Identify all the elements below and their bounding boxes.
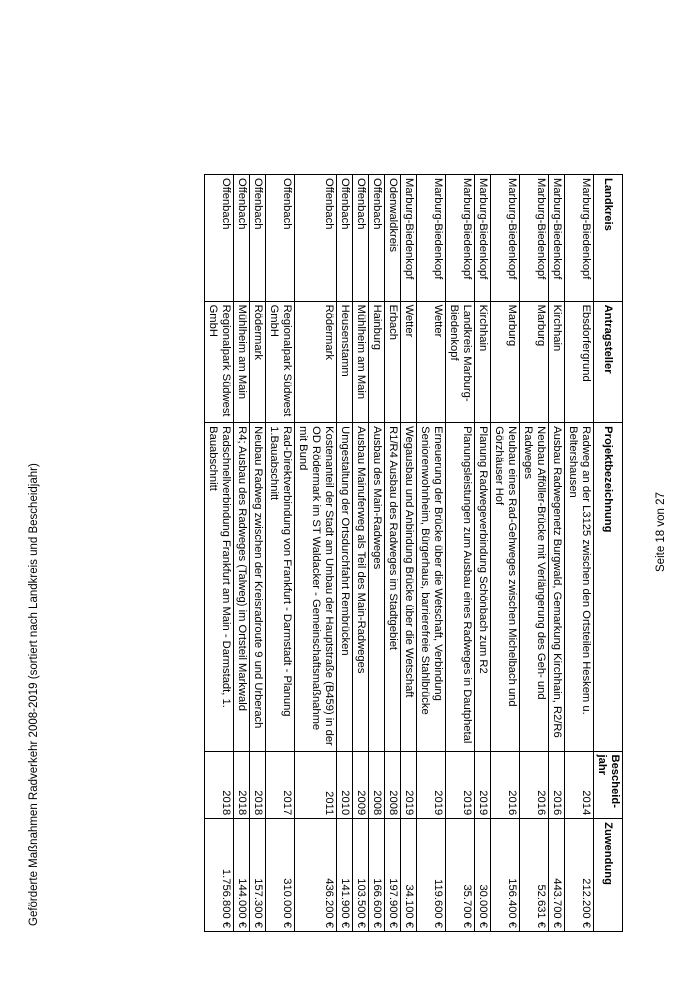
cell-projektbezeichnung: Ausbau Radwegenetz Burgwald, Gemarkung Kirchhain, R2/R6 [549, 423, 565, 751]
cell-projektbezeichnung: Neubau eines Rad-Gehweges zwischen Michelbach und Görzhäuser Hof [491, 423, 520, 751]
cell-bescheidjahr: 2016 [491, 751, 520, 819]
cell-landkreis: Marburg-Biedenkopf [401, 175, 417, 302]
cell-antragsteller: Kirchhain [475, 301, 491, 423]
table-row [549, 175, 565, 932]
cell-landkreis: Offenbach [250, 175, 266, 302]
table-row [295, 175, 337, 932]
cell-projektbezeichnung: R1/R4 Ausbau des Radweges im Stadtgebiet [385, 423, 401, 751]
cell-antragsteller: Rödermark [250, 301, 266, 423]
cell-antragsteller: Marburg [491, 301, 520, 423]
cell-zuwendung: 34.100 € [401, 819, 417, 932]
cell-projektbezeichnung: Umgestaltung der Ortsdurchfahrt Rembrücken [337, 423, 353, 751]
cell-zuwendung: 52.631 € [520, 819, 549, 932]
table-row [369, 175, 385, 932]
header-bescheidjahr: Bescheid- jahr [594, 751, 623, 819]
cell-bescheidjahr: 2019 [417, 751, 446, 819]
cell-antragsteller: Ebsdorfergrund [565, 301, 594, 423]
cell-projektbezeichnung: Rad-Direktverbindung von Frankfurt - Darmstadt - Planung 1.Bauabschnitt [266, 423, 295, 751]
funding-table-container [65, 174, 623, 932]
header-projektbezeichnung: Projektbezeichnung [594, 423, 623, 751]
cell-landkreis: Marburg-Biedenkopf [417, 175, 446, 302]
cell-zuwendung: 166.600 € [369, 819, 385, 932]
cell-projektbezeichnung: Wegausbau und Anbindung Brücke über die Wetschaft [401, 423, 417, 751]
cell-antragsteller: Erbach [385, 301, 401, 423]
cell-landkreis: Offenbach [353, 175, 369, 302]
table-row [337, 175, 353, 932]
cell-bescheidjahr: 2009 [353, 751, 369, 819]
cell-projektbezeichnung: Neubau Afföller-Brücke mit Verlängerung des Geh- und Radweges [520, 423, 549, 751]
cell-zuwendung: 1.756.800 € [205, 819, 234, 932]
cell-antragsteller: Mühlheim am Main [234, 301, 250, 423]
cell-projektbezeichnung: Planung Radwegeverbindung Schönbach zum R2 [475, 423, 491, 751]
cell-antragsteller: Kirchhain [549, 301, 565, 423]
cell-bescheidjahr: 2019 [446, 751, 475, 819]
table-row [475, 175, 491, 932]
cell-antragsteller: Mühlheim am Main [353, 301, 369, 423]
cell-projektbezeichnung: Planungsleistungen zum Ausbau eines Radweges in Dautphetal [446, 423, 475, 751]
table-row [491, 175, 520, 932]
cell-zuwendung: 141.900 € [337, 819, 353, 932]
cell-landkreis: Offenbach [234, 175, 250, 302]
cell-projektbezeichnung: R4; Ausbau des Radweges (Talweg) im Ortsteil Markwald [234, 423, 250, 751]
table-header-row [594, 175, 623, 932]
cell-bescheidjahr: 2008 [369, 751, 385, 819]
header-antragsteller: Antragsteller [594, 301, 623, 423]
cell-landkreis: Offenbach [369, 175, 385, 302]
cell-projektbezeichnung: Radweg an der L3125 zwischen den Ortsteilen Heskem u. Beltershausen [565, 423, 594, 751]
table-row [205, 175, 234, 932]
cell-projektbezeichnung: Neubau Radweg zwischen der Kreisradroute 9 und Urberach [250, 423, 266, 751]
table-row [446, 175, 475, 932]
cell-bescheidjahr: 2016 [520, 751, 549, 819]
cell-zuwendung: 310.000 € [266, 819, 295, 932]
table-row [417, 175, 446, 932]
cell-zuwendung: 103.500 € [353, 819, 369, 932]
cell-bescheidjahr: 2019 [475, 751, 491, 819]
cell-zuwendung: 157.300 € [250, 819, 266, 932]
cell-projektbezeichnung: Ausbau des Main-Radweges [369, 423, 385, 751]
cell-zuwendung: 197.900 € [385, 819, 401, 932]
cell-landkreis: Marburg-Biedenkopf [549, 175, 565, 302]
cell-bescheidjahr: 2018 [234, 751, 250, 819]
cell-zuwendung: 119.600 € [417, 819, 446, 932]
cell-landkreis: Odenwaldkreis [385, 175, 401, 302]
cell-landkreis: Offenbach [266, 175, 295, 302]
table-row [250, 175, 266, 932]
funding-table [204, 174, 623, 932]
table-row [385, 175, 401, 932]
cell-zuwendung: 35.700 € [446, 819, 475, 932]
cell-landkreis: Marburg-Biedenkopf [491, 175, 520, 302]
cell-projektbezeichnung: Ausbau Mainuferweg als Teil des Main-Radweges [353, 423, 369, 751]
cell-antragsteller: Landkreis Marburg-Biedenkopf [446, 301, 475, 423]
table-row [520, 175, 549, 932]
cell-projektbezeichnung: Kostenanteil der Stadt am Umbau der Hauptstraße (B459) in der OD Rödermark im ST Waldacker - Gemeinschaftsmaßnahme mit Bund [295, 423, 337, 751]
table-row [266, 175, 295, 932]
cell-bescheidjahr: 2008 [385, 751, 401, 819]
cell-bescheidjahr: 2018 [205, 751, 234, 819]
header-zuwendung: Zuwendung [594, 819, 623, 932]
cell-bescheidjahr: 2011 [295, 751, 337, 819]
cell-antragsteller: Marburg [520, 301, 549, 423]
table-row [401, 175, 417, 932]
cell-antragsteller: Regionalpark Südwest GmbH [205, 301, 234, 423]
cell-zuwendung: 436.200 € [295, 819, 337, 932]
cell-zuwendung: 443.700 € [549, 819, 565, 932]
cell-bescheidjahr: 2010 [337, 751, 353, 819]
cell-landkreis: Marburg-Biedenkopf [475, 175, 491, 302]
cell-bescheidjahr: 2016 [549, 751, 565, 819]
cell-landkreis: Offenbach [337, 175, 353, 302]
cell-antragsteller: Wetter [417, 301, 446, 423]
cell-antragsteller: Heusenstamm [337, 301, 353, 423]
cell-zuwendung: 156.400 € [491, 819, 520, 932]
cell-landkreis: Offenbach [205, 175, 234, 302]
page-number: Seite 18 von 27 [655, 492, 667, 572]
cell-antragsteller: Hainburg [369, 301, 385, 423]
cell-zuwendung: 144.000 € [234, 819, 250, 932]
cell-bescheidjahr: 2019 [401, 751, 417, 819]
cell-bescheidjahr: 2017 [266, 751, 295, 819]
cell-antragsteller: Regionalpark Südwest GmbH [266, 301, 295, 423]
cell-landkreis: Marburg-Biedenkopf [520, 175, 549, 302]
cell-bescheidjahr: 2014 [565, 751, 594, 819]
cell-bescheidjahr: 2018 [250, 751, 266, 819]
header-landkreis: Landkreis [594, 175, 623, 302]
page-title: Geförderte Maßnahmen Radverkehr 2008-2019 (sortiert nach Landkreis und Bescheidjahr) [28, 463, 40, 926]
cell-landkreis: Marburg-Biedenkopf [446, 175, 475, 302]
cell-projektbezeichnung: Radschnellverbindung Frankfurt am Main - Darmstadt, 1. Bauabschnitt [205, 423, 234, 751]
table-row [565, 175, 594, 932]
cell-projektbezeichnung: Erneuerung der Brücke über die Wetschaft, Verbindung Seniorenwohnheim, Bürgerhaus, barrierefreie Stahlbrücke [417, 423, 446, 751]
table-body [205, 175, 594, 932]
cell-landkreis: Marburg-Biedenkopf [565, 175, 594, 302]
cell-antragsteller: Wetter [401, 301, 417, 423]
cell-zuwendung: 30.000 € [475, 819, 491, 932]
table-row [353, 175, 369, 932]
cell-antragsteller: Rödermark [295, 301, 337, 423]
cell-zuwendung: 212.200 € [565, 819, 594, 932]
table-row [234, 175, 250, 932]
cell-landkreis: Offenbach [295, 175, 337, 302]
